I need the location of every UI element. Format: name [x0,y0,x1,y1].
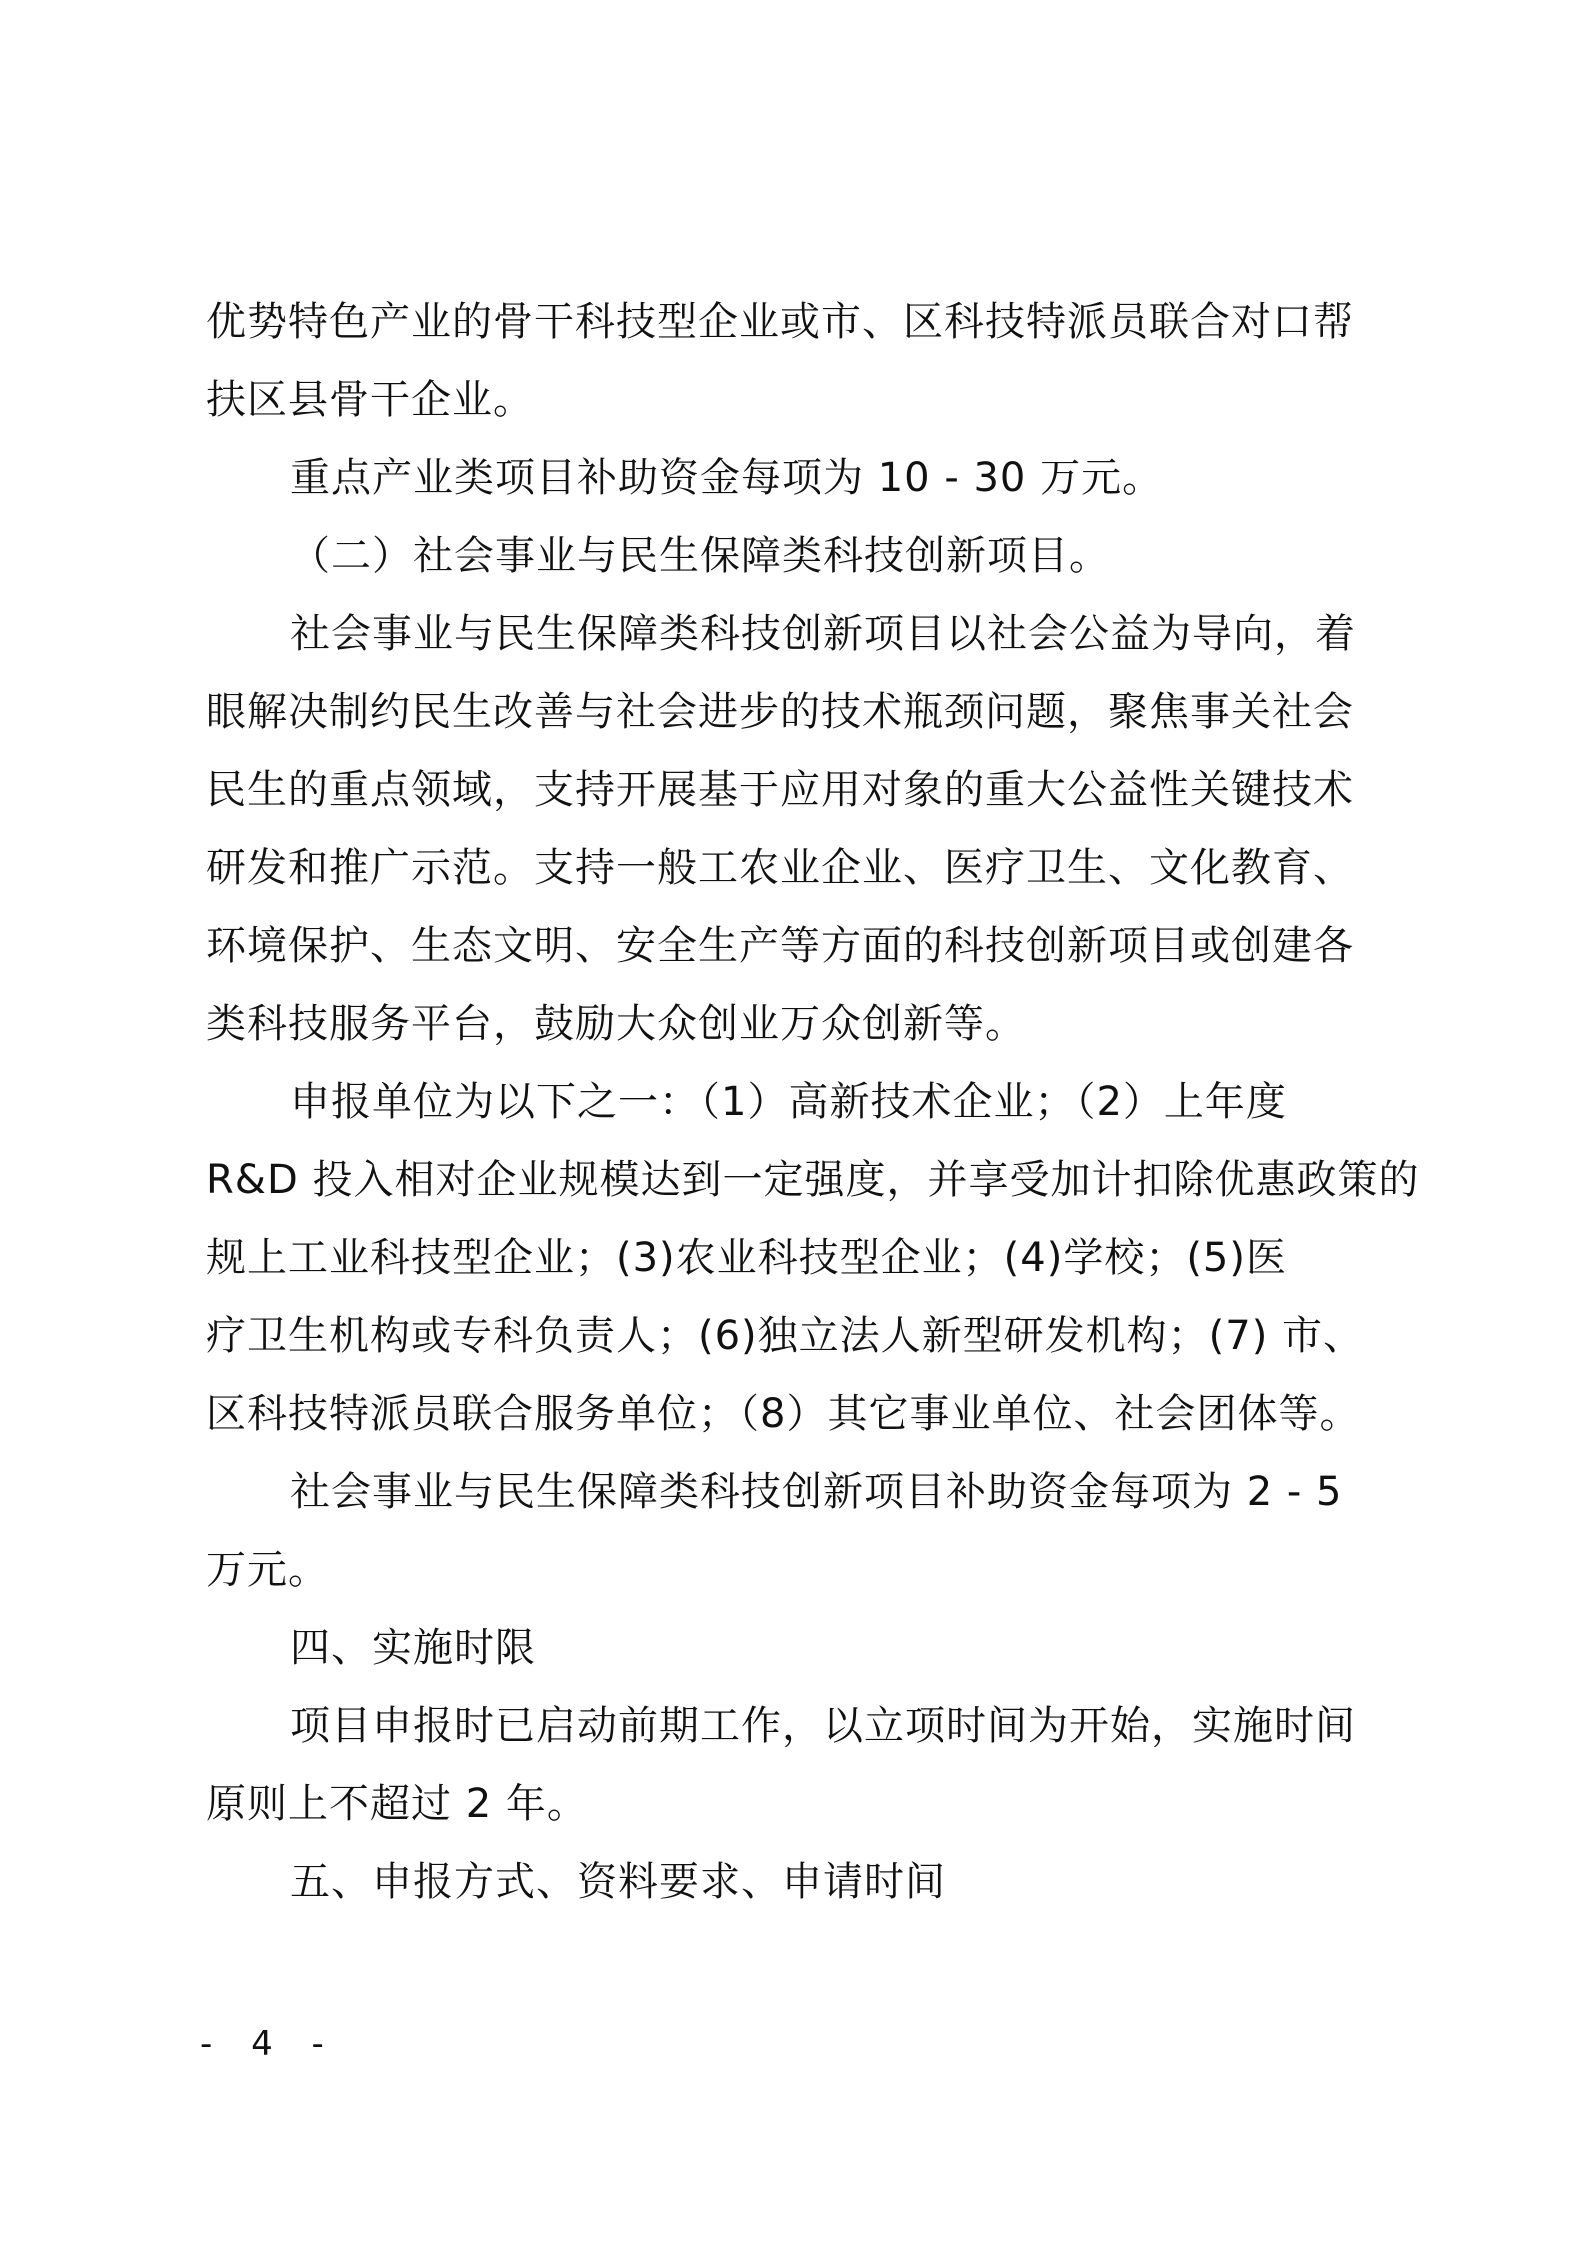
text-line-5: 社会事业与民生保障类科技创新项目以社会公益为导向，着 [290,611,1356,657]
text-line-13: 规上工业科技型企业；(3)农业科技型企业；(4)学校；(5)医 [206,1235,1287,1281]
text-line-2: 扶区县骨干企业。 [206,377,534,423]
page-number: - 4 - [200,2024,338,2064]
text-line-6: 眼解决制约民生改善与社会进步的技术瓶颈问题，聚焦事关社会 [206,689,1354,735]
text-line-8: 研发和推广示范。支持一般工农业企业、医疗卫生、文化教育、 [206,845,1354,891]
text-line-17: 万元。 [206,1547,329,1593]
section-heading-2: （二）社会事业与民生保障类科技创新项目。 [290,533,1110,579]
text-line-3: 重点产业类项目补助资金每项为 10 - 30 万元。 [290,455,1164,501]
text-line-9: 环境保护、生态文明、安全生产等方面的科技创新项目或创建各 [206,923,1354,969]
section-heading-4: 四、实施时限 [290,1625,536,1671]
text-line-12: R&D 投入相对企业规模达到一定强度，并享受加计扣除优惠政策的 [206,1157,1420,1203]
text-line-10: 类科技服务平台，鼓励大众创业万众创新等。 [206,1001,1026,1047]
text-line-1: 优势特色产业的骨干科技型企业或市、区科技特派员联合对口帮 [206,299,1354,345]
text-line-20: 原则上不超过 2 年。 [206,1781,588,1827]
text-line-15: 区科技特派员联合服务单位；（8）其它事业单位、社会团体等。 [206,1391,1361,1437]
section-heading-5: 五、申报方式、资料要求、申请时间 [290,1859,946,1905]
text-line-11: 申报单位为以下之一：（1）高新技术企业；（2）上年度 [290,1079,1287,1125]
text-line-7: 民生的重点领域，支持开展基于应用对象的重大公益性关键技术 [206,767,1354,813]
text-line-19: 项目申报时已启动前期工作，以立项时间为开始，实施时间 [290,1703,1356,1749]
text-line-16: 社会事业与民生保障类科技创新项目补助资金每项为 2 - 5 [290,1469,1343,1515]
text-line-14: 疗卫生机构或专科负责人；(6)独立法人新型研发机构；(7) 市、 [206,1313,1365,1359]
